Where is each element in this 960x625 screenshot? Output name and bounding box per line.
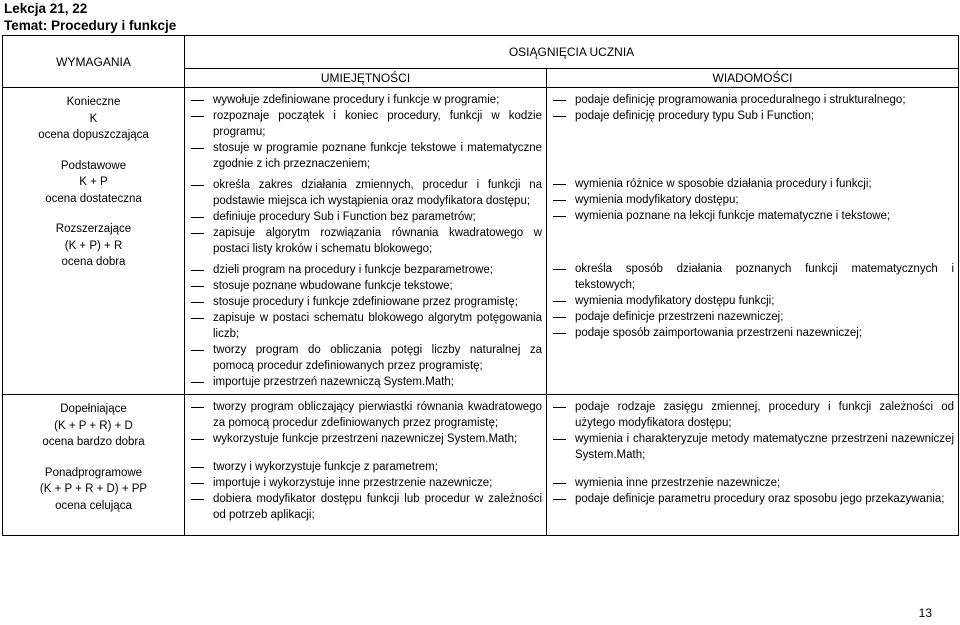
knowledge-cell xyxy=(547,395,959,536)
requirement-level xyxy=(7,158,180,208)
level-grade: ocena dostateczna xyxy=(45,192,142,205)
level-formula: (K + P) + R xyxy=(64,239,123,252)
skill-item: dzieli program na procedury i funkcje bezparametrowe; xyxy=(185,262,542,278)
knowledge-item: podaje sposób zaimportowania przestrzeni nazewniczej; xyxy=(547,325,954,341)
knowledge-item: wymienia różnice w sposobie działania procedury i funkcji; xyxy=(547,176,954,192)
skill-item: stosuje procedury i funkcje zdefiniowane przez programistę; xyxy=(185,294,542,310)
level-formula: (K + P + R + D) + PP xyxy=(39,483,148,495)
knowledge-item: wymienia modyfikatory dostępu funkcji; xyxy=(547,293,954,309)
level-name: Ponadprogramowe xyxy=(44,466,143,479)
skill-item: wykorzystuje funkcje przestrzeni nazewniczej System.Math; xyxy=(185,431,542,447)
lesson-number: Lekcja 21, 22 xyxy=(4,1,88,16)
lesson-topic: Temat: Procedury i funkcje xyxy=(4,18,177,33)
requirement-level xyxy=(7,221,180,271)
skill-item: tworzy program do obliczania potęgi liczby naturalnej za pomocą procedur zdefiniowanych przez programistę; xyxy=(185,342,542,374)
levels-cell xyxy=(3,88,185,395)
requirements-group-row xyxy=(3,88,959,395)
knowledge-item: podaje definicje przestrzeni nazewniczej; xyxy=(547,309,954,325)
requirements-table xyxy=(2,35,959,536)
knowledge-item: podaje rodzaje zasięgu zmiennej, procedury i funkcji zależności od użytego modyfikatora dostępu; xyxy=(547,399,954,431)
page-number: 13 xyxy=(918,606,932,620)
skill-item: importuje przestrzeń nazewniczą System.Math; xyxy=(185,374,542,390)
level-name: Dopełniające xyxy=(60,403,127,415)
knowledge-item: podaje definicje parametru procedury oraz sposobu jego przekazywania; xyxy=(547,491,954,507)
level-grade: ocena celująca xyxy=(55,499,132,512)
header-knowledge: WIADOMOŚCI xyxy=(547,69,959,88)
knowledge-item: wymienia modyfikatory dostępu; xyxy=(547,192,954,208)
skills-cell xyxy=(185,395,547,536)
skill-item: wywołuje zdefiniowane procedury i funkcje w programie; xyxy=(185,92,542,108)
header-skills: UMIEJĘTNOŚCI xyxy=(185,69,547,88)
level-grade: ocena dobra xyxy=(61,256,126,268)
skills-list xyxy=(185,395,546,527)
skill-item: importuje i wykorzystuje inne przestrzenie nazewnicze; xyxy=(185,475,542,491)
level-grade: ocena bardzo dobra xyxy=(42,436,145,448)
level-formula: (K + P + R) + D xyxy=(54,419,133,432)
skill-item: stosuje w programie poznane funkcje tekstowe i matematyczne zgodnie z ich przeznaczeniem; xyxy=(185,140,542,172)
requirements-body xyxy=(3,88,959,536)
level-name: Rozszerzające xyxy=(55,223,132,235)
skill-item: zapisuje algorytm rozwiązania równania kwadratowego w postaci listy kroków i schematu blokowego; xyxy=(185,225,542,257)
requirements-group-row xyxy=(3,395,959,536)
level-formula: K + P xyxy=(79,176,108,188)
knowledge-cell xyxy=(547,88,959,395)
level-name: Konieczne xyxy=(66,96,121,108)
skills-list xyxy=(185,88,546,394)
skill-item: tworzy i wykorzystuje funkcje z parametrem; xyxy=(185,459,542,475)
requirement-level xyxy=(7,401,180,451)
skill-item: stosuje poznane wbudowane funkcje tekstowe; xyxy=(185,278,542,294)
knowledge-item: wymienia i charakteryzuje metody matematyczne przestrzeni nazewniczej System.Math; xyxy=(547,431,954,463)
knowledge-list xyxy=(547,88,958,345)
knowledge-item: określa sposób działania poznanych funkcji matematycznych i tekstowych; xyxy=(547,261,954,293)
lesson-header xyxy=(4,0,176,34)
header-achievements: OSIĄGNIĘCIA UCZNIA xyxy=(185,36,959,69)
level-grade: ocena dopuszczająca xyxy=(38,129,149,141)
header-requirements: WYMAGANIA xyxy=(3,36,185,88)
knowledge-list xyxy=(547,395,958,511)
skill-item: dobiera modyfikator dostępu funkcji lub procedur w zależności od potrzeb aplikacji; xyxy=(185,491,542,523)
levels-cell xyxy=(3,395,185,536)
requirement-level xyxy=(7,465,180,515)
skill-item: zapisuje w postaci schematu blokowego algorytm potęgowania liczb; xyxy=(185,310,542,342)
requirement-level xyxy=(7,94,180,144)
knowledge-item: wymienia poznane na lekcji funkcje matematyczne i tekstowe; xyxy=(547,208,954,224)
knowledge-item: podaje definicję programowania proceduralnego i strukturalnego; xyxy=(547,92,954,108)
skill-item: określa zakres działania zmiennych, procedur i funkcji na podstawie miejsca ich wystąpienia oraz modyfikatora dostępu; xyxy=(185,177,542,209)
skill-item: tworzy program obliczający pierwiastki równania kwadratowego za pomocą procedur zdefiniowanych przez programistę; xyxy=(185,399,542,431)
level-formula: K xyxy=(89,112,98,125)
skill-item: definiuje procedury Sub i Function bez parametrów; xyxy=(185,209,542,225)
knowledge-item: podaje definicję procedury typu Sub i Function; xyxy=(547,108,954,124)
skill-item: rozpoznaje początek i koniec procedury, funkcji w kodzie programu; xyxy=(185,108,542,140)
level-name: Podstawowe xyxy=(60,159,127,172)
skills-cell xyxy=(185,88,547,395)
knowledge-item: wymienia inne przestrzenie nazewnicze; xyxy=(547,475,954,491)
